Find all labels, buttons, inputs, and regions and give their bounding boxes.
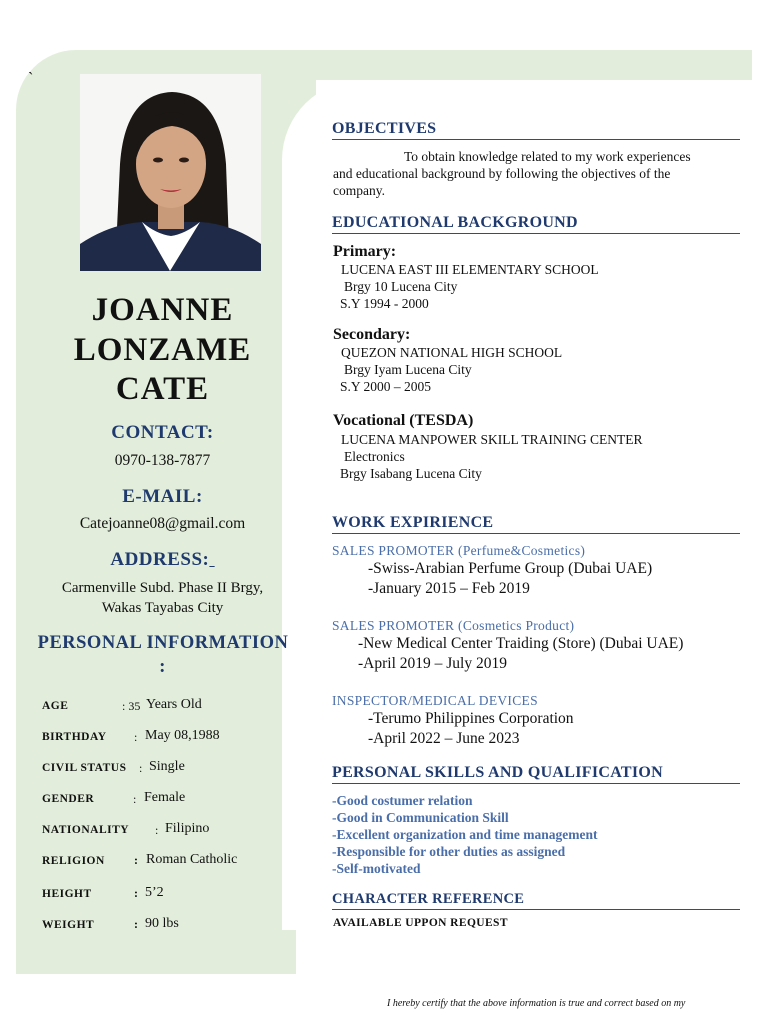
- objectives-line-2: and educational background by following the objectives of the: [333, 166, 671, 181]
- work-heading: WORK EXPIRIENCE: [332, 514, 740, 534]
- address-heading-trail: [209, 549, 214, 570]
- pi-label: HEIGHT: [42, 888, 92, 900]
- job-period: -April 2019 – July 2019: [358, 655, 507, 672]
- objectives-line-3: company.: [333, 183, 385, 198]
- pi-colon: :: [139, 761, 143, 775]
- primary-year: S.Y 1994 - 2000: [340, 296, 429, 311]
- personal-info-heading: PERSONAL INFORMATION: [37, 633, 289, 653]
- reference-value: AVAILABLE UPPON REQUEST: [333, 917, 508, 929]
- sidebar-bottom: [16, 930, 296, 974]
- top-band: [230, 50, 752, 80]
- pi-value: Filipino: [165, 821, 210, 836]
- pi-value: Single: [149, 759, 185, 774]
- pi-value: May 08,1988: [145, 728, 220, 743]
- pi-colon: :: [133, 792, 137, 806]
- objectives-line-1: To obtain knowledge related to my work experiences: [404, 149, 691, 164]
- pi-label: AGE: [42, 700, 69, 712]
- objectives-heading: OBJECTIVES: [332, 120, 740, 140]
- job-company: -Terumo Philippines Corporation: [368, 710, 574, 727]
- name-line-2: LONZAME: [73, 332, 252, 368]
- pi-colon: :: [134, 886, 138, 900]
- primary-school: LUCENA EAST III ELEMENTARY SCHOOL: [341, 262, 599, 277]
- pi-label: RELIGION: [42, 855, 105, 867]
- name-line-3: CATE: [115, 371, 210, 407]
- skill-item: -Good in Communication Skill: [332, 810, 509, 825]
- tick-mark: `: [28, 70, 34, 87]
- job-period: -April 2022 – June 2023: [368, 730, 520, 747]
- reference-heading: CHARACTER REFERENCE: [332, 891, 740, 910]
- contact-phone: 0970-138-7877: [114, 452, 211, 469]
- vocational-school: LUCENA MANPOWER SKILL TRAINING CENTER: [341, 432, 643, 447]
- vocational-course: Electronics: [344, 449, 405, 464]
- pi-label: GENDER: [42, 793, 95, 805]
- pi-label: WEIGHT: [42, 919, 95, 931]
- skills-heading: PERSONAL SKILLS AND QUALIFICATION: [332, 764, 740, 784]
- pi-label: CIVIL STATUS: [42, 762, 127, 774]
- secondary-place: Brgy Iyam Lucena City: [344, 362, 472, 377]
- job-company: -New Medical Center Traiding (Store) (Dubai UAE): [358, 635, 684, 652]
- pi-label: BIRTHDAY: [42, 731, 107, 743]
- skill-item: -Self-motivated: [332, 861, 421, 876]
- contact-heading: CONTACT:: [111, 422, 214, 443]
- pi-colon: :: [155, 823, 159, 837]
- name-line-1: JOANNE: [91, 292, 234, 328]
- skill-item: -Responsible for other duties as assigned: [332, 844, 566, 859]
- pi-colon: :: [134, 730, 138, 744]
- job-title: SALES PROMOTER (Perfume&Cosmetics): [332, 543, 586, 558]
- secondary-label: Secondary:: [333, 326, 411, 343]
- vocational-place: Brgy Isabang Lucena City: [340, 466, 482, 481]
- skill-item: -Good costumer relation: [332, 793, 473, 808]
- address-heading: [20, 549, 305, 571]
- email-value[interactable]: Catejoanne08@gmail.com: [79, 515, 246, 532]
- pi-colon: :: [134, 917, 138, 931]
- pi-colon: : 35: [122, 699, 141, 713]
- pi-value: 5’2: [145, 885, 164, 900]
- address-heading-text: ADDRESS:: [110, 549, 210, 570]
- pi-value: 90 lbs: [145, 916, 179, 931]
- personal-info-heading-colon: :: [159, 656, 166, 677]
- secondary-year: S.Y 2000 – 2005: [340, 379, 432, 394]
- certification-note: I hereby certify that the above information is true and correct based on my: [387, 998, 686, 1009]
- job-company: -Swiss-Arabian Perfume Group (Dubai UAE): [368, 560, 653, 577]
- pi-label: NATIONALITY: [42, 824, 130, 836]
- vocational-label: Vocational (TESDA): [333, 412, 474, 429]
- pi-value: Roman Catholic: [146, 852, 238, 867]
- address-line-1: Carmenville Subd. Phase II Brgy,: [61, 580, 264, 596]
- education-heading: EDUCATIONAL BACKGROUND: [332, 214, 740, 234]
- primary-place: Brgy 10 Lucena City: [344, 279, 458, 294]
- job-title: SALES PROMOTER (Cosmetics Product): [332, 618, 575, 633]
- address-line-2: Wakas Tayabas City: [101, 600, 224, 616]
- pi-value: Female: [144, 790, 186, 805]
- email-heading: E-MAIL:: [122, 486, 203, 507]
- skill-item: -Excellent organization and time management: [332, 827, 598, 842]
- secondary-school: QUEZON NATIONAL HIGH SCHOOL: [341, 345, 563, 360]
- pi-value: Years Old: [146, 697, 202, 712]
- primary-label: Primary:: [333, 243, 397, 260]
- job-period: -January 2015 – Feb 2019: [368, 580, 530, 597]
- pi-colon: :: [134, 853, 138, 867]
- job-title: INSPECTOR/MEDICAL DEVICES: [332, 693, 538, 708]
- profile-photo: [80, 74, 261, 271]
